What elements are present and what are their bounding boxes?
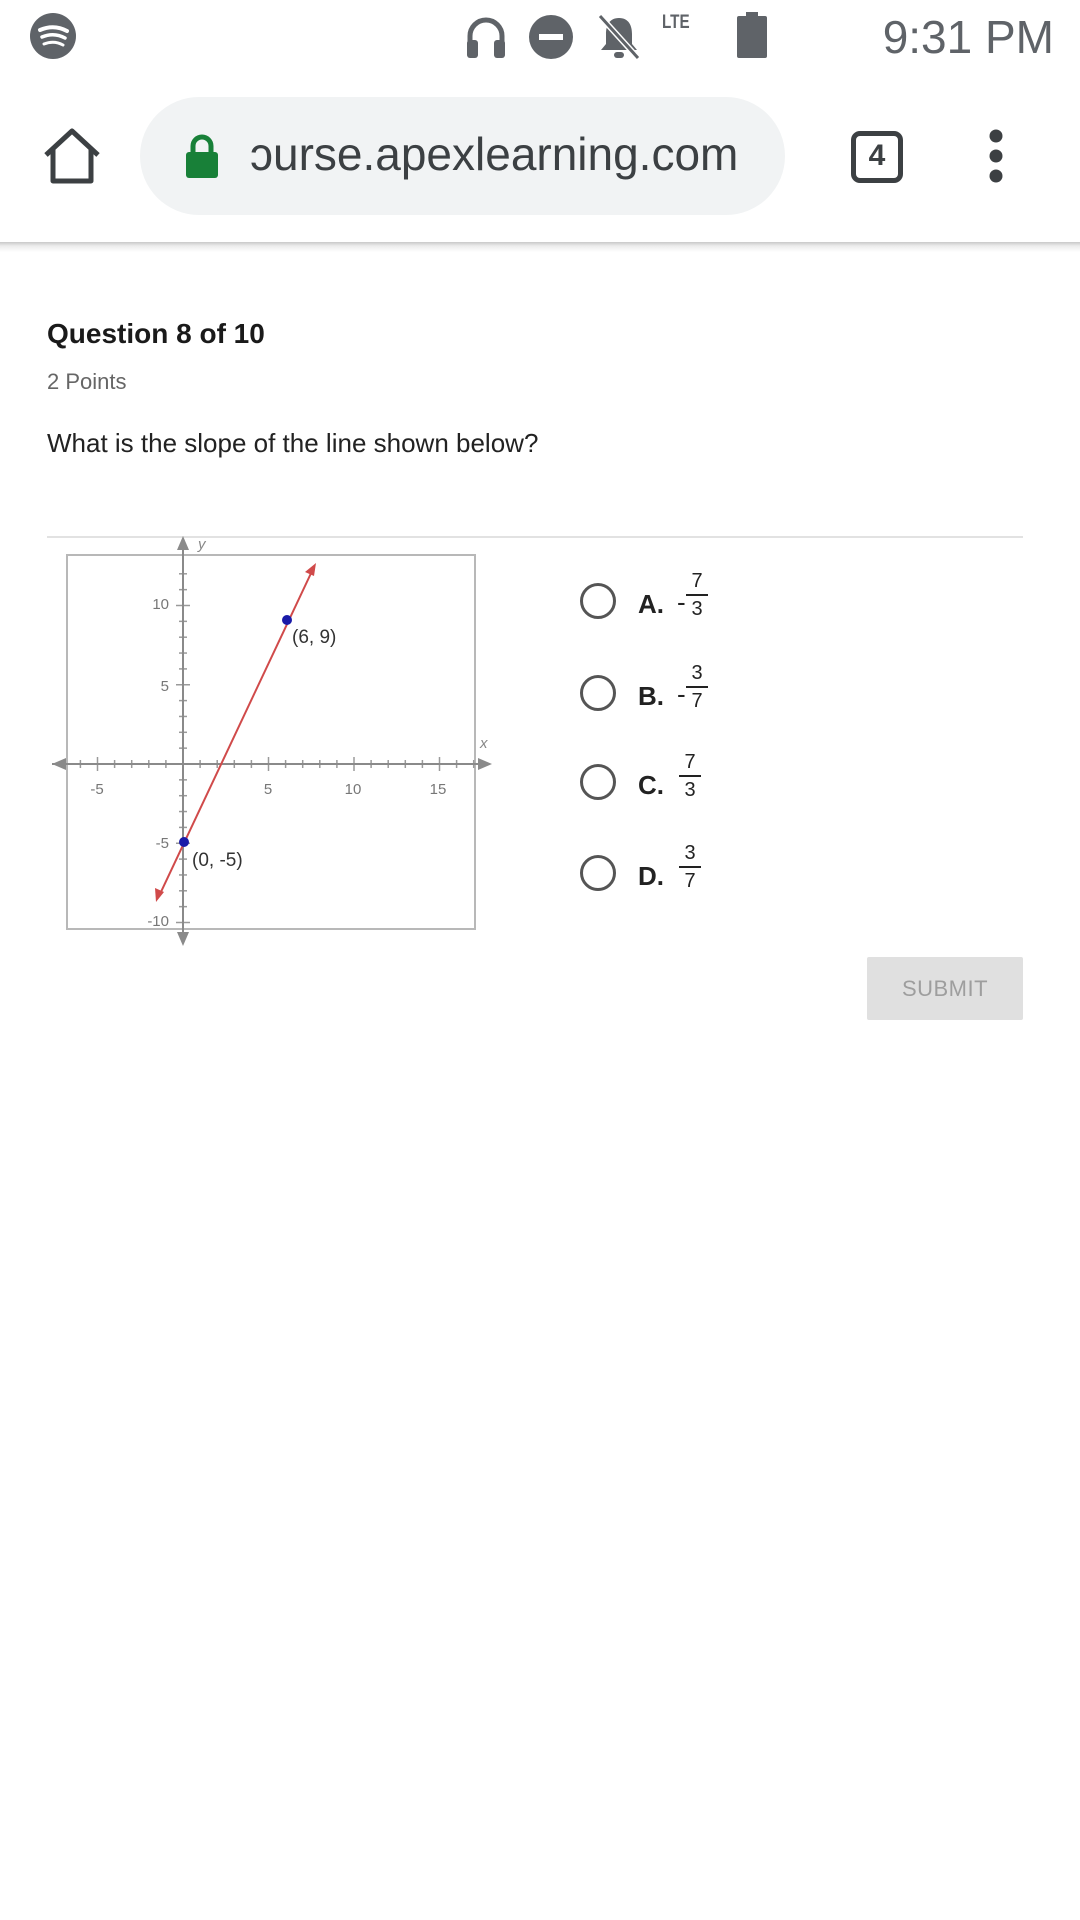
status-bar bbox=[0, 0, 1080, 72]
graph-point bbox=[282, 615, 292, 625]
lock-icon bbox=[184, 133, 220, 179]
fraction-bar bbox=[686, 686, 708, 688]
line-arrow-up bbox=[305, 563, 316, 576]
tabs-icon[interactable] bbox=[851, 131, 903, 183]
fraction-denominator: 7 bbox=[684, 870, 696, 892]
fraction-denominator: 3 bbox=[691, 598, 703, 620]
choice-sign: - bbox=[677, 587, 686, 617]
choice-a[interactable] bbox=[580, 570, 840, 653]
fraction-denominator: 3 bbox=[684, 779, 696, 801]
choice-fraction bbox=[679, 750, 701, 802]
x-tick-label: 10 bbox=[344, 781, 362, 798]
choice-fraction bbox=[686, 661, 708, 713]
fraction-bar bbox=[686, 594, 708, 596]
question-prompt: What is the slope of the line shown below? bbox=[47, 428, 539, 458]
fraction-bar bbox=[679, 866, 701, 868]
coordinate-graph bbox=[40, 534, 500, 949]
x-axis-arrow-left bbox=[52, 758, 66, 770]
choice-c[interactable] bbox=[580, 751, 840, 834]
submit-button[interactable]: SUBMIT bbox=[867, 957, 1023, 1020]
x-tick-label: 15 bbox=[429, 781, 447, 798]
fraction-numerator: 3 bbox=[684, 842, 696, 864]
choice-b-radio[interactable] bbox=[580, 675, 616, 711]
choice-a-radio[interactable] bbox=[580, 583, 616, 619]
tab-count: 4 bbox=[868, 139, 886, 172]
battery-icon bbox=[737, 12, 767, 58]
y-axis-arrow-up bbox=[177, 536, 189, 550]
network-type-label: LTE bbox=[662, 12, 690, 33]
x-axis-arrow-right bbox=[478, 758, 492, 770]
do-not-disturb-icon bbox=[528, 14, 574, 60]
choice-letter: C. bbox=[638, 770, 664, 800]
notifications-off-icon bbox=[596, 12, 642, 62]
choice-letter: B. bbox=[638, 681, 664, 711]
axis-ticks bbox=[63, 574, 473, 923]
question-title: Question 8 of 10 bbox=[47, 318, 265, 349]
choice-d[interactable] bbox=[580, 842, 840, 925]
y-tick-label: 5 bbox=[160, 678, 169, 695]
graph-point bbox=[179, 837, 189, 847]
choice-sign: - bbox=[677, 679, 686, 709]
point-label: (0, -5) bbox=[192, 850, 243, 871]
choice-c-radio[interactable] bbox=[580, 764, 616, 800]
choice-d-radio[interactable] bbox=[580, 855, 616, 891]
x-tick-label: -5 bbox=[90, 781, 104, 798]
fraction-numerator: 7 bbox=[691, 570, 703, 592]
x-axis-label: x bbox=[480, 735, 488, 752]
status-time: 9:31 PM bbox=[882, 11, 1054, 63]
fraction-numerator: 7 bbox=[684, 751, 696, 773]
y-tick-label: -10 bbox=[147, 913, 169, 930]
y-tick-label: 10 bbox=[152, 596, 169, 613]
x-tick-label: 5 bbox=[263, 781, 273, 798]
y-axis-label: y bbox=[198, 536, 206, 553]
home-icon[interactable] bbox=[42, 127, 102, 185]
choice-fraction bbox=[679, 841, 701, 893]
choice-fraction bbox=[686, 569, 708, 621]
url-text: ɔurse.apexlearning.com bbox=[250, 128, 739, 180]
more-vert-icon[interactable] bbox=[982, 128, 1010, 184]
choice-b[interactable] bbox=[580, 662, 840, 745]
choice-letter: D. bbox=[638, 861, 664, 891]
y-tick-label: -5 bbox=[155, 835, 169, 852]
question-points: 2 Points bbox=[47, 369, 127, 394]
spotify-icon bbox=[29, 12, 77, 60]
y-axis-arrow-down bbox=[177, 932, 189, 946]
fraction-bar bbox=[679, 775, 701, 777]
graph-frame bbox=[67, 555, 475, 929]
headset-icon bbox=[464, 12, 508, 62]
point-label: (6, 9) bbox=[292, 627, 337, 648]
choice-letter: A. bbox=[638, 589, 664, 619]
fraction-numerator: 3 bbox=[691, 662, 703, 684]
fraction-denominator: 7 bbox=[691, 690, 703, 712]
address-bar[interactable] bbox=[140, 97, 785, 215]
toolbar-shadow bbox=[0, 242, 1080, 252]
